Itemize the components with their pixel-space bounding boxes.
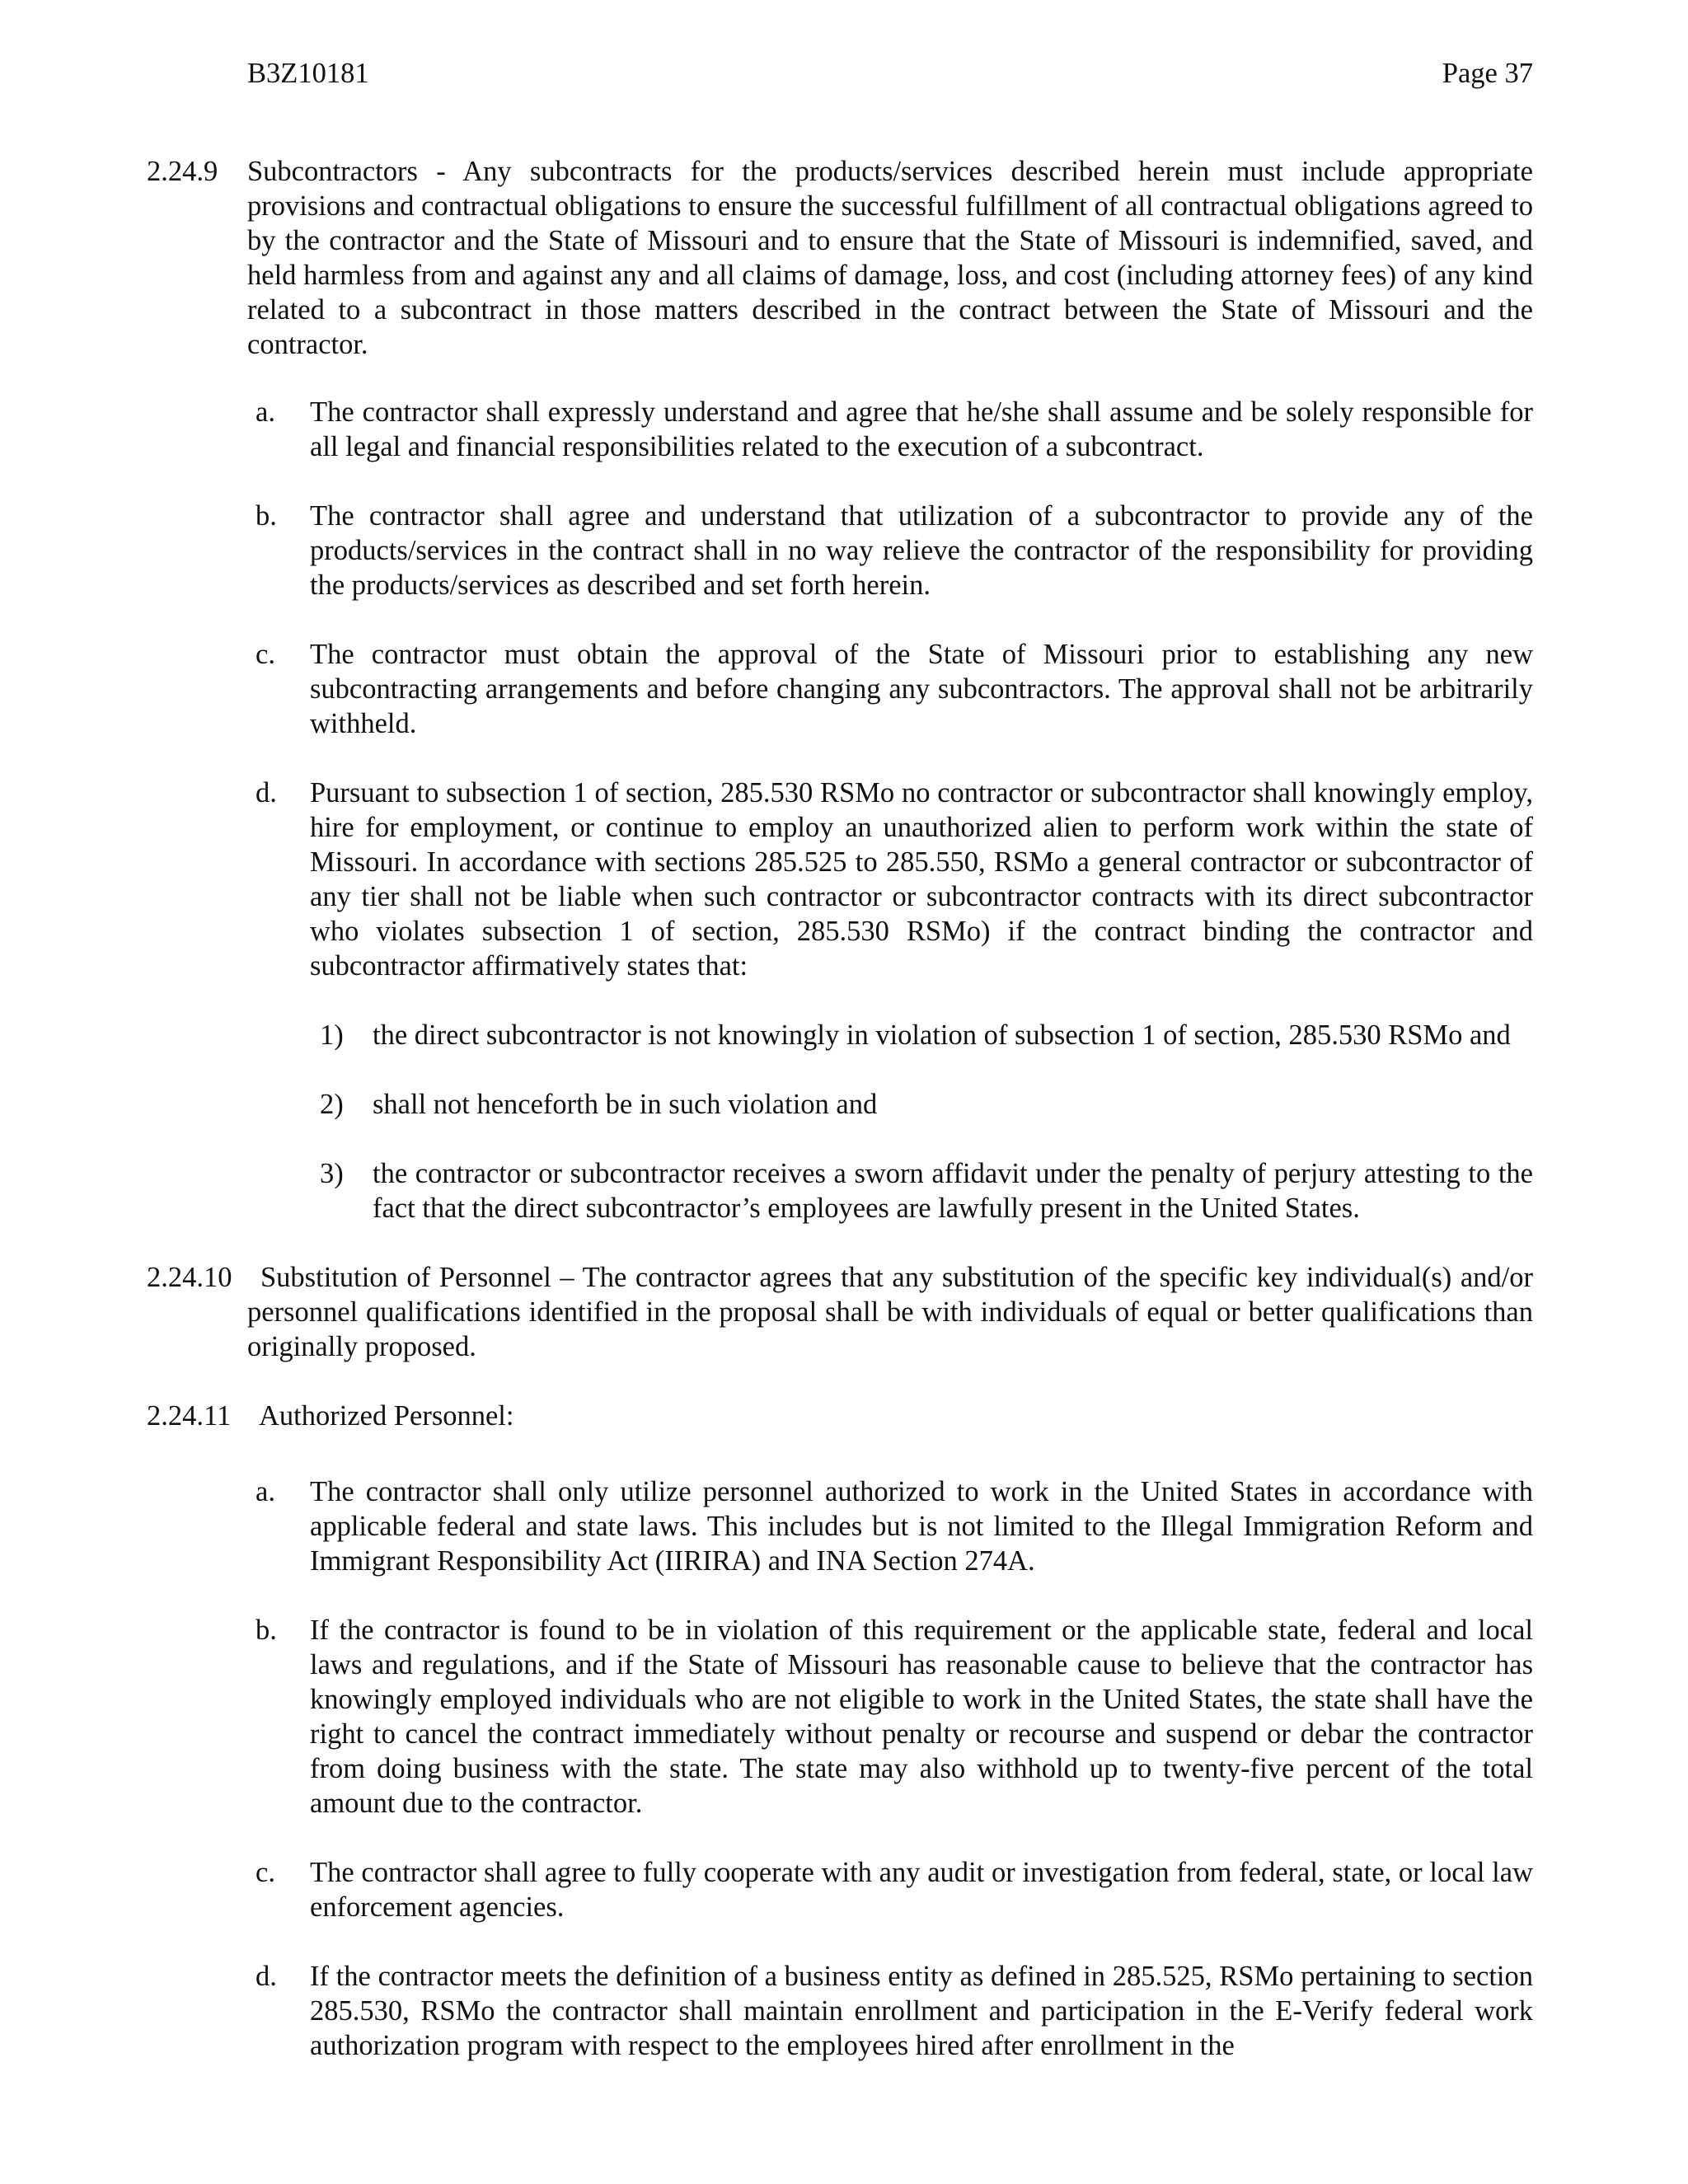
list-item-label: c. bbox=[256, 1857, 275, 1888]
section-number: 2.24.9 bbox=[147, 156, 218, 187]
section-number: 2.24.10 bbox=[147, 1262, 232, 1293]
section-text: Subcontractors - Any subcontracts for the products/services described herein must include appropriate provisions and contractual obligations to ensure the successful fulfillment of all contractual obligations agreed to by the contractor and the State of Missouri and to ensure that the State of Missouri is indemnified, saved, and held harmless from and against any and all claims of damage, loss, and cost (including attorney fees) of any kind related to a subcontract in those matters described in the contract between the State of Missouri and the contractor. bbox=[247, 156, 1533, 360]
list-item-text: If the contractor meets the definition of a business entity as defined in 285.525, RSMo pertaining to section 285.530, RSMo the contractor shall maintain enrollment and participation in the E-Verify federal work authorization program with respect to the employees hired after enrollment in the bbox=[310, 1961, 1533, 2061]
page-number: Page 37 bbox=[1442, 58, 1533, 89]
sub-list-item bbox=[320, 1156, 1533, 1226]
list-item-label: b. bbox=[256, 1615, 277, 1646]
list-item bbox=[256, 1613, 1533, 1821]
sub-list-item-label: 2) bbox=[320, 1089, 344, 1120]
list-item bbox=[256, 1474, 1533, 1578]
list-item-text: The contractor shall only utilize personnel authorized to work in the United States in accordance with applicable federal and state laws. This includes but is not limited to the Illegal Immigration Reform and Immigrant Responsibility Act (IIRIRA) and INA Section 274A. bbox=[310, 1476, 1533, 1577]
section-text bbox=[147, 1260, 1533, 1364]
list-item-text: The contractor must obtain the approval of the State of Missouri prior to establishing any new subcontracting arrangements and before changing any subcontractors. The approval shall not be arbitrarily withheld. bbox=[310, 639, 1533, 739]
list-item bbox=[256, 1959, 1533, 2063]
list-item-text: If the contractor is found to be in violation of this requirement or the applicable state, federal and local laws and regulations, and if the State of Missouri has reasonable cause to believe that the contractor has knowingly employed individuals who are not eligible to work in the United States, the state shall have the right to cancel the contract immediately without penalty or recourse and suspend or debar the contractor from doing business with the state. The state may also withhold up to twenty-five percent of the total amount due to the contractor. bbox=[310, 1615, 1533, 1819]
list-item-label: d. bbox=[256, 1961, 277, 1992]
list-item bbox=[256, 1855, 1533, 1924]
list-item-label: b. bbox=[256, 500, 277, 532]
list-item-label: d. bbox=[256, 777, 277, 808]
document-id: B3Z10181 bbox=[247, 58, 369, 89]
list-item bbox=[256, 776, 1533, 983]
list-item-label: a. bbox=[256, 1476, 275, 1507]
sub-list-item-label: 1) bbox=[320, 1019, 344, 1051]
list-item-text: The contractor shall expressly understand and agree that he/she shall assume and be solely responsible for all legal and financial responsibilities related to the execution of a subcontract. bbox=[310, 396, 1533, 462]
sub-list-item bbox=[320, 1087, 1533, 1122]
list-item-text: The contractor shall agree to fully cooperate with any audit or investigation from federal, state, or local law enforcement agencies. bbox=[310, 1857, 1533, 1923]
section-number: 2.24.11 bbox=[147, 1400, 232, 1432]
sub-list-item-text: the contractor or subcontractor receives a sworn affidavit under the penalty of perjury attesting to the fact that the direct subcontractor’s employees are lawfully present in the United States. bbox=[373, 1158, 1533, 1224]
section-text: Authorized Personnel: bbox=[259, 1400, 514, 1432]
list-item-label: a. bbox=[256, 396, 275, 428]
sub-list-item-text: shall not henceforth be in such violation and bbox=[373, 1089, 878, 1120]
list-item bbox=[256, 395, 1533, 464]
section-2-24-10 bbox=[147, 1260, 1533, 1364]
sub-list-item-label: 3) bbox=[320, 1158, 344, 1189]
sub-list-item bbox=[320, 1018, 1533, 1052]
section-text-content: Substitution of Personnel – The contractor agrees that any substitution of the specific key individual(s) and/or personnel qualifications identified in the proposal shall be with individuals of equal or better qualifications than originally proposed. bbox=[247, 1262, 1533, 1362]
section-2-24-9 bbox=[147, 154, 1533, 362]
list-item-label: c. bbox=[256, 639, 275, 670]
list-item bbox=[256, 499, 1533, 602]
list-item-text: The contractor shall agree and understand that utilization of a subcontractor to provide any of the products/services in the contract shall in no way relieve the contractor of the responsibility for providing the products/services as described and set forth herein. bbox=[310, 500, 1533, 601]
section-2-24-11 bbox=[147, 1399, 1533, 1433]
list-item bbox=[256, 637, 1533, 741]
list-item-text: Pursuant to subsection 1 of section, 285.530 RSMo no contractor or subcontractor shall knowingly employ, hire for employment, or continue to employ an unauthorized alien to perform work within the state of Missouri. In accordance with sections 285.525 to 285.550, RSMo a general contractor or subcontractor of any tier shall not be liable when such contractor or subcontractor contracts with its direct subcontractor who violates subsection 1 of section, 285.530 RSMo) if the contract binding the contractor and subcontractor affirmatively states that: bbox=[310, 777, 1533, 982]
sub-list-item-text: the direct subcontractor is not knowingly in violation of subsection 1 of section, 285.530 RSMo and bbox=[373, 1019, 1511, 1051]
